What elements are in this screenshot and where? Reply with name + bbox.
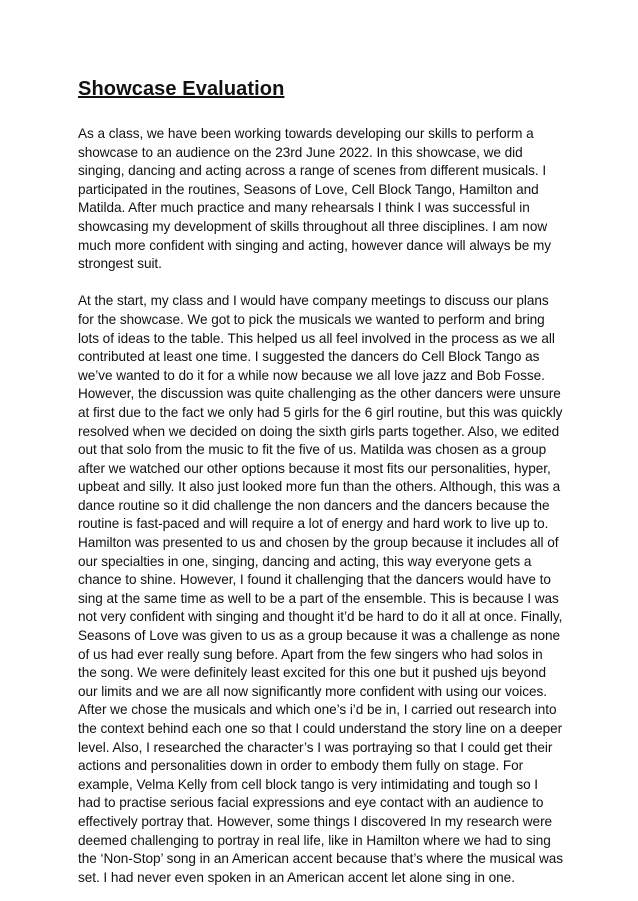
- document-page: [78, 72, 564, 887]
- paragraph-planning: At the start, my class and I would have company meetings to discuss our plans for the showcase. We got to pick the musicals we wanted to perform and bring lots of ideas to the table. This helped us all feel involved in the process as we all contributed at least one time. I suggested the dancers do Cell Block Tango as we’ve wanted to do it for a while now because we all love jazz and Bob Fosse. However, the discussion was quite challenging as the other dancers were unsure at first due to the fact we only had 5 girls for the 6 girl routine, but this was quickly resolved when we decided on doing the sixth girls parts together. Also, we edited out that solo from the music to fit the five of us. Matilda was chosen as a group after we watched our other options because it most fits our personalities, hyper, upbeat and silly. It also just looked more fun than the others. Although, this was a dance routine so it did challenge the non dancers and the dancers because the routine is fast-paced and will require a lot of energy and hard work to live up to. Hamilton was presented to us and chosen by the group because it includes all of our specialties in one, singing, dancing and acting, this way everyone gets a chance to shine. However, I found it challenging that the dancers would have to sing at the same time as well to be a part of the ensemble. This is because I was not very confident with singing and thought it’d be hard to do it all at once. Finally, Seasons of Love was given to us as a group because it was a challenge as none of us had ever really sung before. Apart from the few singers who had solos in the song. We were definitely least excited for this one but it pushed ujs beyond our limits and we are all now significantly more confident with using our voices. After we chose the musicals and which one’s i’d be in, I carried out research into the context behind each one so that I could understand the story line on a deeper level. Also, I researched the character’s I was portraying so that I could get their actions and personalities down in order to embody them fully on stage. For example, Velma Kelly from cell block tango is very intimidating and tough so I had to practise serious facial expressions and eye contact with an audience to effectively portray that. However, some things I discovered In my research were deemed challenging to portray in real life, like in Hamilton where we had to sing the ‘Non-Stop’ song in an American accent because that’s where the musical was set. I had never even spoken in an American accent let alone sing in one.: [78, 293, 563, 885]
- document-title: Showcase Evaluation: [78, 78, 285, 100]
- paragraph-introduction: As a class, we have been working towards developing our skills to perform a showcase to an audience on the 23rd June 2022. In this showcase, we did singing, dancing and acting across a range of scenes from different musicals. I participated in the routines, Seasons of Love, Cell Block Tango, Hamilton and Matilda. After much practice and many rehearsals I think I was successful in showcasing my development of skills throughout all three disciplines. I am now much more confident with singing and acting, however dance will always be my strongest suit.: [78, 126, 551, 272]
